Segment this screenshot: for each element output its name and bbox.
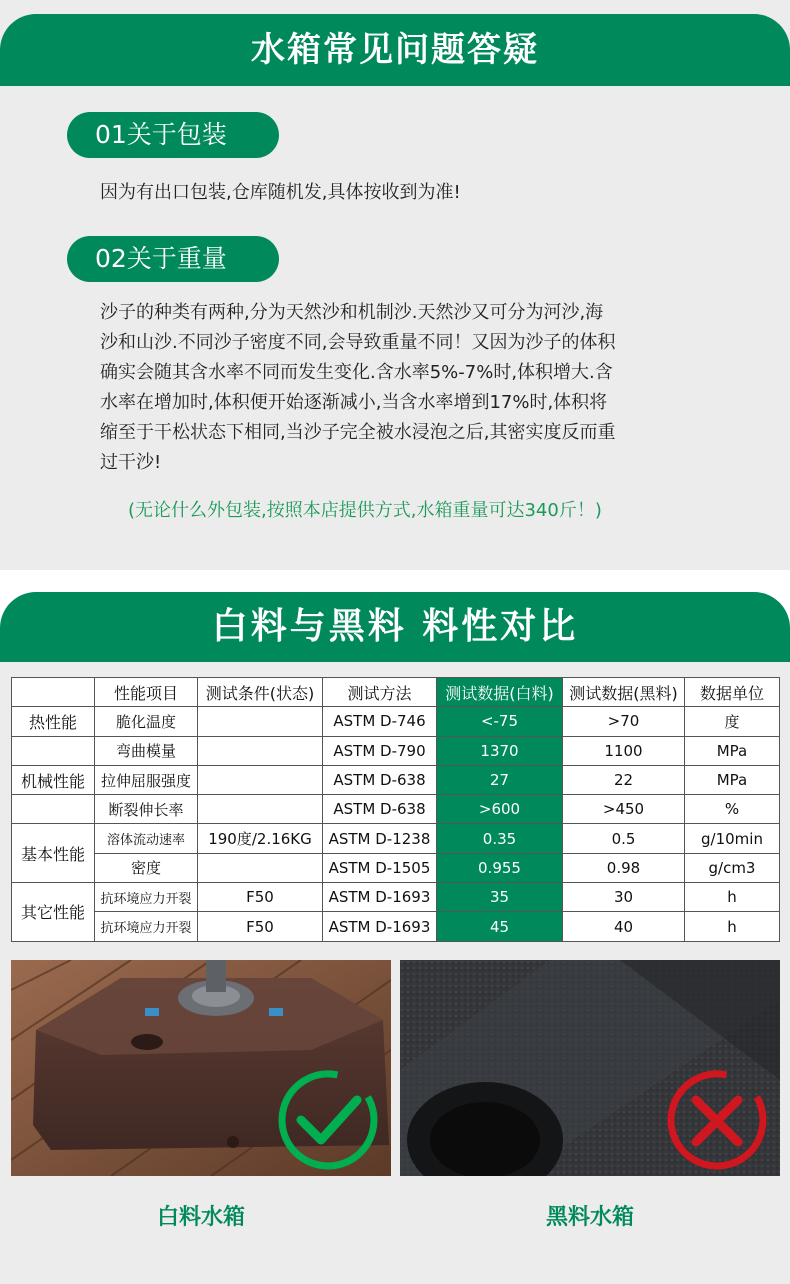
table-cell: h bbox=[685, 883, 780, 912]
table-cell: 22 bbox=[563, 765, 685, 794]
table-cell: ASTM D-1693 bbox=[323, 883, 437, 912]
category-cell bbox=[12, 795, 95, 824]
table-cell: 1100 bbox=[563, 736, 685, 765]
check-icon bbox=[273, 1070, 383, 1170]
table-cell: ASTM D-1693 bbox=[323, 912, 437, 941]
answer-line: 确实会随其含水率不同而发生变化.含水率5%-7%时,体积增大.含 bbox=[100, 362, 613, 383]
answer-line: 缩至于干松状态下相同,当沙子完全被水浸泡之后,其密实度反而重 bbox=[100, 422, 616, 443]
table-cell: 抗环境应力开裂 bbox=[95, 883, 198, 912]
table-cell: 拉伸屈服强度 bbox=[95, 765, 198, 794]
table-row bbox=[12, 795, 780, 824]
black-tank-caption: 黑料水箱 bbox=[545, 1205, 634, 1230]
table-cell: g/cm3 bbox=[685, 853, 780, 882]
table-cell: F50 bbox=[198, 883, 323, 912]
header-cell: 数据单位 bbox=[685, 678, 780, 707]
table-cell: 0.98 bbox=[563, 853, 685, 882]
table-cell: 脆化温度 bbox=[95, 707, 198, 736]
table-cell bbox=[198, 853, 323, 882]
table-cell: ASTM D-638 bbox=[323, 765, 437, 794]
weight-note: (无论什么外包装,按照本店提供方式,水箱重量可达340斤！) bbox=[128, 500, 602, 521]
table-cell: 度 bbox=[685, 707, 780, 736]
table-cell: 断裂伸长率 bbox=[95, 795, 198, 824]
table-cell: ASTM D-1505 bbox=[323, 853, 437, 882]
cross-icon bbox=[662, 1070, 772, 1170]
table-header-row bbox=[12, 678, 780, 707]
table-row bbox=[12, 765, 780, 794]
comparison-section bbox=[0, 570, 790, 1284]
table-cell: 45 bbox=[437, 912, 563, 941]
category-cell: 基本性能 bbox=[12, 824, 95, 883]
table-cell: <-75 bbox=[437, 707, 563, 736]
category-cell: 其它性能 bbox=[12, 883, 95, 942]
answer-line: 水率在增加时,体积便开始逐渐减小,当含水率增到17%时,体积将 bbox=[100, 392, 608, 413]
table-cell: h bbox=[685, 912, 780, 941]
table-row bbox=[12, 883, 780, 912]
table-row bbox=[12, 736, 780, 765]
table-cell: ASTM D-790 bbox=[323, 736, 437, 765]
table-cell: >450 bbox=[563, 795, 685, 824]
table-cell: MPa bbox=[685, 765, 780, 794]
packaging-answer bbox=[100, 178, 461, 208]
table-cell: ASTM D-638 bbox=[323, 795, 437, 824]
table-cell: 1370 bbox=[437, 736, 563, 765]
table-cell: >70 bbox=[563, 707, 685, 736]
category-cell: 机械性能 bbox=[12, 765, 95, 794]
table-cell: g/10min bbox=[685, 824, 780, 853]
comparison-title: 白料与黑料 料性对比 bbox=[0, 592, 790, 662]
header-cell: 测试条件(状态) bbox=[198, 678, 323, 707]
table-cell: MPa bbox=[685, 736, 780, 765]
table-cell bbox=[198, 707, 323, 736]
category-cell: 热性能 bbox=[12, 707, 95, 736]
table-row bbox=[12, 824, 780, 853]
table-cell: 抗环境应力开裂 bbox=[95, 912, 198, 941]
category-cell bbox=[12, 736, 95, 765]
table-cell: 190度/2.16KG bbox=[198, 824, 323, 853]
table-cell: 0.5 bbox=[563, 824, 685, 853]
table-cell: 30 bbox=[563, 883, 685, 912]
table-cell bbox=[198, 765, 323, 794]
table-cell bbox=[198, 736, 323, 765]
header-cell: 测试数据(白料) bbox=[437, 678, 563, 707]
table-cell: >600 bbox=[437, 795, 563, 824]
table-cell: 密度 bbox=[95, 853, 198, 882]
table-row bbox=[12, 853, 780, 882]
header-cell: 测试数据(黑料) bbox=[563, 678, 685, 707]
header-cell bbox=[12, 678, 95, 707]
header-cell: 测试方法 bbox=[323, 678, 437, 707]
table-cell: ASTM D-746 bbox=[323, 707, 437, 736]
answer-line: 因为有出口包装,仓库随机发,具体按收到为准! bbox=[100, 182, 461, 203]
table-cell: ASTM D-1238 bbox=[323, 824, 437, 853]
weight-label: 02关于重量 bbox=[67, 236, 279, 282]
black-tank-photo bbox=[400, 960, 780, 1176]
white-tank-photo bbox=[11, 960, 391, 1176]
table-row bbox=[12, 707, 780, 736]
table-cell: 35 bbox=[437, 883, 563, 912]
white-tank-caption: 白料水箱 bbox=[156, 1205, 245, 1230]
table-cell: 27 bbox=[437, 765, 563, 794]
answer-line: 过干沙! bbox=[100, 452, 162, 473]
table-cell: 弯曲模量 bbox=[95, 736, 198, 765]
weight-answer bbox=[100, 298, 700, 478]
table-cell: 40 bbox=[563, 912, 685, 941]
packaging-label: 01关于包装 bbox=[67, 112, 279, 158]
faq-section bbox=[0, 0, 790, 570]
answer-line: 沙子的种类有两种,分为天然沙和机制沙.天然沙又可分为河沙,海 bbox=[100, 302, 604, 323]
table-cell: 0.955 bbox=[437, 853, 563, 882]
table-cell: 0.35 bbox=[437, 824, 563, 853]
table-cell bbox=[198, 795, 323, 824]
table-row bbox=[12, 912, 780, 941]
table-cell: F50 bbox=[198, 912, 323, 941]
table-cell: % bbox=[685, 795, 780, 824]
spec-table bbox=[11, 677, 780, 942]
header-cell: 性能项目 bbox=[95, 678, 198, 707]
faq-title: 水箱常见问题答疑 bbox=[0, 14, 790, 86]
answer-line: 沙和山沙.不同沙子密度不同,会导致重量不同！又因为沙子的体积 bbox=[100, 332, 616, 353]
table-cell: 溶体流动速率 bbox=[95, 824, 198, 853]
